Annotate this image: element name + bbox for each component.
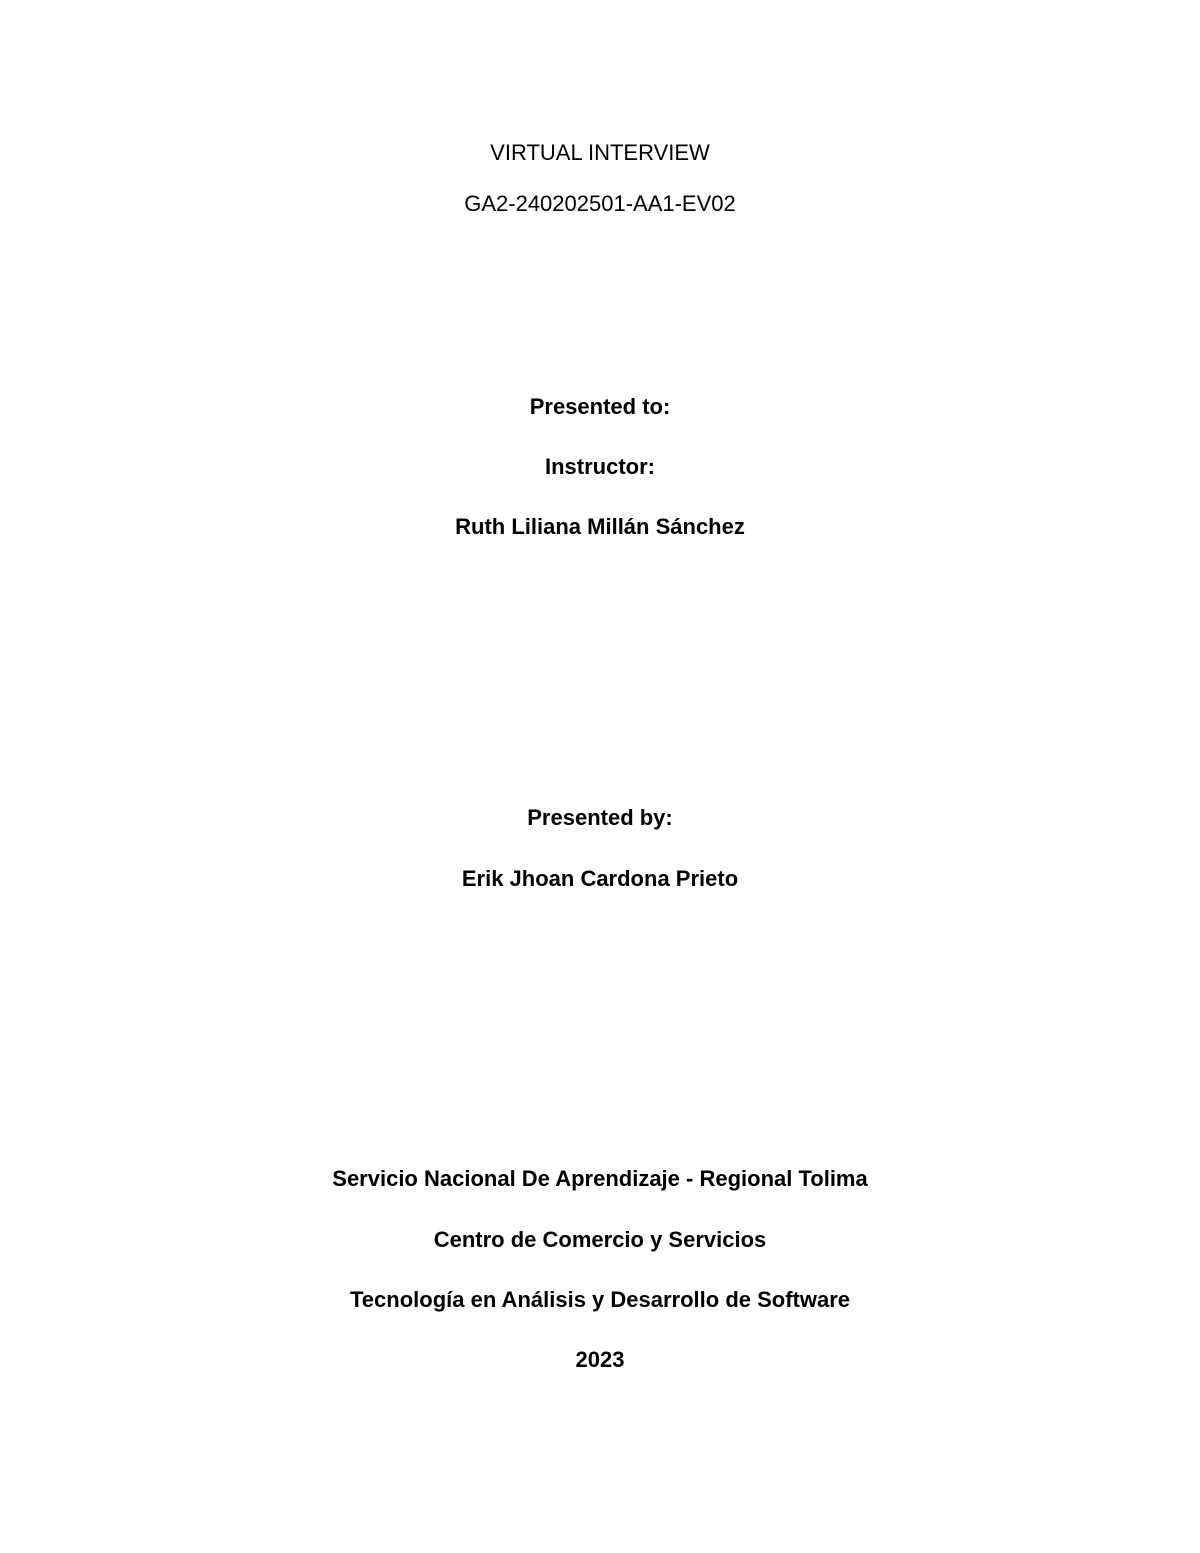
institution-name: Servicio Nacional De Aprendizaje - Regional Tolima	[332, 1166, 868, 1191]
presented-by-label: Presented by:	[527, 805, 673, 830]
year: 2023	[575, 1347, 625, 1372]
presented-to-label: Presented to:	[529, 394, 671, 419]
author-name: Erik Jhoan Cardona Prieto	[461, 866, 739, 891]
activity-code: GA2-240202501-AA1-EV02	[464, 191, 736, 216]
program-name: Tecnología en Análisis y Desarrollo de Software	[349, 1287, 851, 1312]
document-title: VIRTUAL INTERVIEW	[490, 140, 710, 165]
recipient-name: Ruth Liliana Millán Sánchez	[455, 514, 745, 539]
recipient-role: Instructor:	[545, 454, 655, 479]
institution-center: Centro de Comercio y Servicios	[433, 1227, 767, 1252]
